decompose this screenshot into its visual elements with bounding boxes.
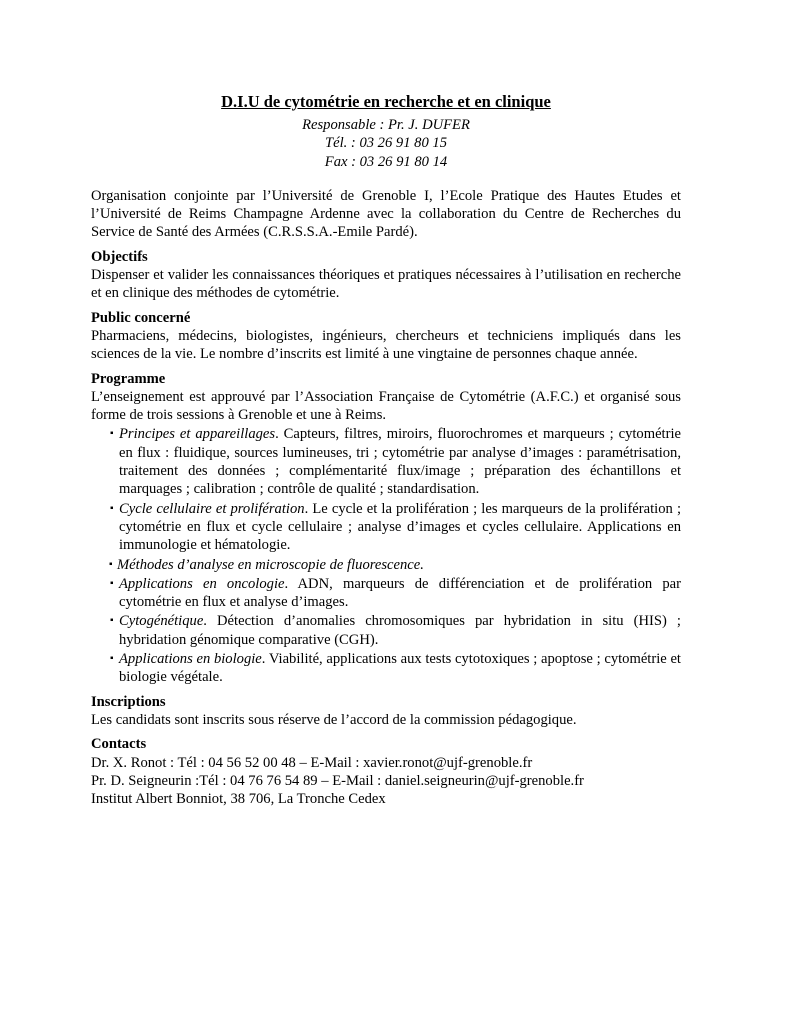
- bullet-icon: ▪: [110, 615, 114, 627]
- bullet-icon: ▪: [110, 577, 114, 589]
- bullet-icon: ▪: [110, 502, 114, 514]
- page-title: D.I.U de cytométrie en recherche et en clinique: [221, 92, 551, 111]
- responsable-name: Responsable : Pr. J. DUFER: [302, 117, 470, 133]
- public-heading: Public concerné: [91, 309, 191, 326]
- list-item: [91, 612, 681, 649]
- list-item: [91, 650, 681, 687]
- programme-text: L’enseignement est approuvé par l’Association Française de Cytométrie (A.F.C.) et organisé sous forme de trois sessions à Grenoble et une à Reims.: [91, 388, 681, 424]
- programme-heading: Programme: [91, 370, 166, 387]
- bullet-icon: ▪: [110, 653, 114, 665]
- item-text: . Détection d’anomalies chromosomiques par hybridation in situ (HIS) ; hybridation génomique comparative (CGH).: [119, 613, 681, 648]
- responsable-block: [91, 116, 681, 171]
- contact-seigneurin: Pr. D. Seigneurin :Tél : 04 76 76 54 89 – E-Mail : daniel.seigneurin@ujf-grenoble.fr: [91, 772, 584, 789]
- bullet-icon: ▪: [110, 428, 114, 440]
- contacts-heading: Contacts: [91, 736, 147, 753]
- list-item: [91, 500, 681, 555]
- item-text: . Viabilité, applications aux tests cytotoxiques ; apoptose ; cytométrie et biologie végétale.: [119, 651, 681, 686]
- item-title: Cycle cellulaire et prolifération: [119, 500, 305, 517]
- item-title: Cytogénétique: [119, 613, 204, 630]
- document-page: [91, 92, 681, 808]
- bullet-icon: ▪: [109, 558, 113, 570]
- objectifs-text: Dispenser et valider les connaissances théoriques et pratiques nécessaires à l’utilisation en recherche et en clinique des méthodes de cytométrie.: [91, 267, 681, 302]
- inscriptions-text: Les candidats sont inscrits sous réserve de l’accord de la commission pédagogique.: [91, 711, 577, 728]
- list-item: [91, 556, 681, 574]
- objectifs-heading: Objectifs: [91, 248, 148, 265]
- contact-ronot: Dr. X. Ronot : Tél : 04 56 52 00 48 – E-Mail : xavier.ronot@ujf-grenoble.fr: [91, 754, 533, 771]
- list-item: [91, 575, 681, 612]
- item-text: . Le cycle et la prolifération ; les marqueurs de la prolifération ; cytométrie en flux et cycle cellulaire ; analyse d’images et cycles cellulaire. Applications en immunologie et hématologie.: [119, 500, 681, 554]
- inscriptions-heading: Inscriptions: [91, 693, 166, 710]
- item-title: Applications en biologie: [119, 651, 262, 668]
- item-title: Méthodes d’analyse en microscopie de fluorescence.: [117, 556, 424, 573]
- item-title: Principes et appareillages: [119, 426, 276, 443]
- contacts-block: [91, 754, 681, 809]
- programme-list: [91, 425, 681, 686]
- responsable-fax: Fax : 03 26 91 80 14: [324, 153, 448, 170]
- list-item: [91, 425, 681, 498]
- contact-address: Institut Albert Bonniot, 38 706, La Tronche Cedex: [91, 791, 386, 808]
- item-text: . Capteurs, filtres, miroirs, fluorochromes et marqueurs ; cytométrie en flux : fluidique, sources lumineuses, tri ; cytométrie par analyse d’images : paramétrisation, traitement des données ; complémentarité flux/image ; préparation des échantillons et marquages ; calibration ; contrôle de qualité ; standardisation.: [119, 426, 681, 498]
- public-text: Pharmaciens, médecins, biologistes, ingénieurs, chercheurs et techniciens impliqués dans les sciences de la vie. Le nombre d’inscrits est limité à une vingtaine de personnes chaque année.: [91, 327, 681, 363]
- responsable-phone: Tél. : 03 26 91 80 15: [324, 135, 448, 152]
- intro-paragraph: Organisation conjointe par l’Université de Grenoble I, l’Ecole Pratique des Hautes Etudes et l’Université de Reims Champagne Ardenne avec la collaboration du Centre de Recherches du Service de Santé des Armées (C.R.S.S.A.-Emile Pardé).: [91, 187, 681, 241]
- item-title: Applications en oncologie: [119, 575, 285, 592]
- item-text: . ADN, marqueurs de différenciation et de prolifération par cytométrie en flux et analyse d’images.: [119, 575, 681, 611]
